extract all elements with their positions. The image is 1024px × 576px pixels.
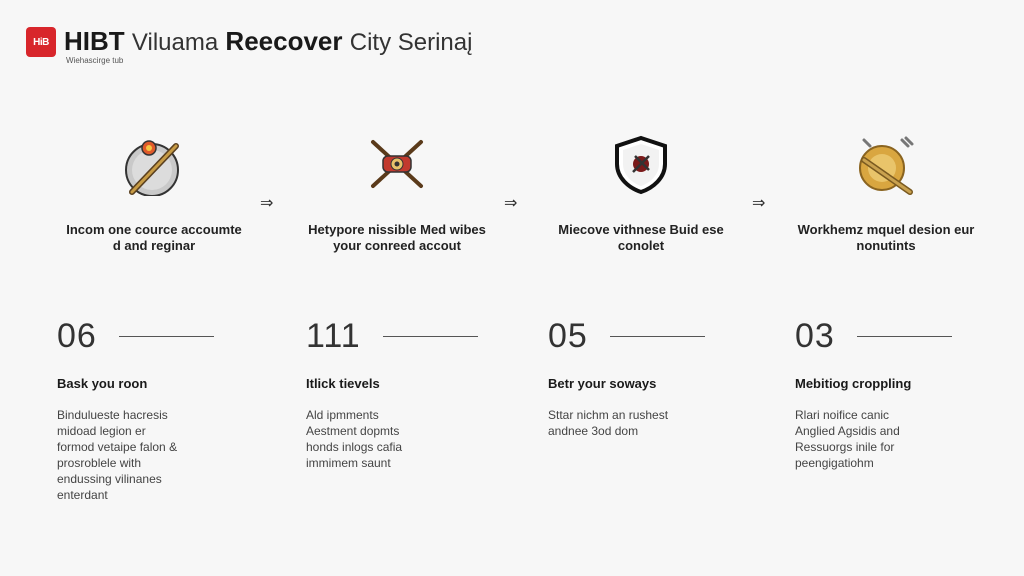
stat-2-body: Ald ipmments Aestment dopmts honds inlogs cafia immimem saunt [306, 408, 403, 470]
step-2-text: Hetypore nissible Med wibes your conreed accout [308, 222, 486, 253]
title-light: Viluama [131, 29, 219, 56]
stat-4-divider [857, 336, 952, 337]
stat-1 [57, 316, 267, 503]
arrow-icon-2: ⇒ [504, 193, 518, 212]
stat-1-heading: Bask you roon [57, 376, 148, 391]
stat-3-number: 05 [548, 317, 588, 355]
brand-logo: HiB [26, 27, 56, 57]
step-3 [551, 132, 731, 254]
step-2 [307, 132, 487, 254]
stat-3-divider [610, 336, 705, 337]
step-1 [64, 132, 244, 254]
stat-2-heading: Itlick tievels [306, 376, 380, 391]
title-brand: HIBT [64, 26, 125, 56]
stat-4 [795, 316, 1005, 471]
step-4 [796, 132, 976, 254]
stat-1-divider [119, 336, 214, 337]
stat-2 [306, 316, 516, 471]
page-subtitle: Wiehascirge tub [66, 56, 124, 65]
stat-1-body: Bindulueste hacresis midoad legion er formod vetaipe falon & prosroblele with endussing vilinanes enterdant [57, 408, 178, 502]
gold-tool-icon [854, 132, 918, 196]
title-tail: City Serinaį [349, 29, 473, 56]
arrow-icon-1: ⇒ [260, 193, 274, 212]
shield-icon [609, 132, 673, 196]
title-bold: Reecover [225, 26, 343, 56]
crossed-tools-icon [365, 132, 429, 196]
stat-4-body: Rlari noifice canic Anglied Agsidis and Ressuorgs inile for peengigatiohm [795, 408, 900, 470]
tool-disc-icon [122, 132, 186, 196]
header [26, 26, 472, 58]
step-3-text: Miecove vithnese Buid ese conolet [558, 222, 724, 253]
step-4-text: Workhemz mquel desion eur nonutints [797, 222, 975, 253]
arrow-icon-3: ⇒ [752, 193, 766, 212]
stat-3-heading: Betr your soways [548, 376, 657, 391]
stat-4-heading: Mebitiog croppling [795, 376, 912, 391]
page-title [64, 26, 472, 58]
stat-3 [548, 316, 758, 439]
stat-2-number: 111 [306, 317, 361, 355]
stat-2-divider [383, 336, 478, 337]
stat-1-number: 06 [57, 317, 97, 355]
stat-3-body: Sttar nichm an rushest andnee 3od dom [548, 408, 669, 438]
stat-4-number: 03 [795, 317, 835, 355]
step-1-text: Incom one cource accoumte d and reginar [66, 222, 242, 253]
